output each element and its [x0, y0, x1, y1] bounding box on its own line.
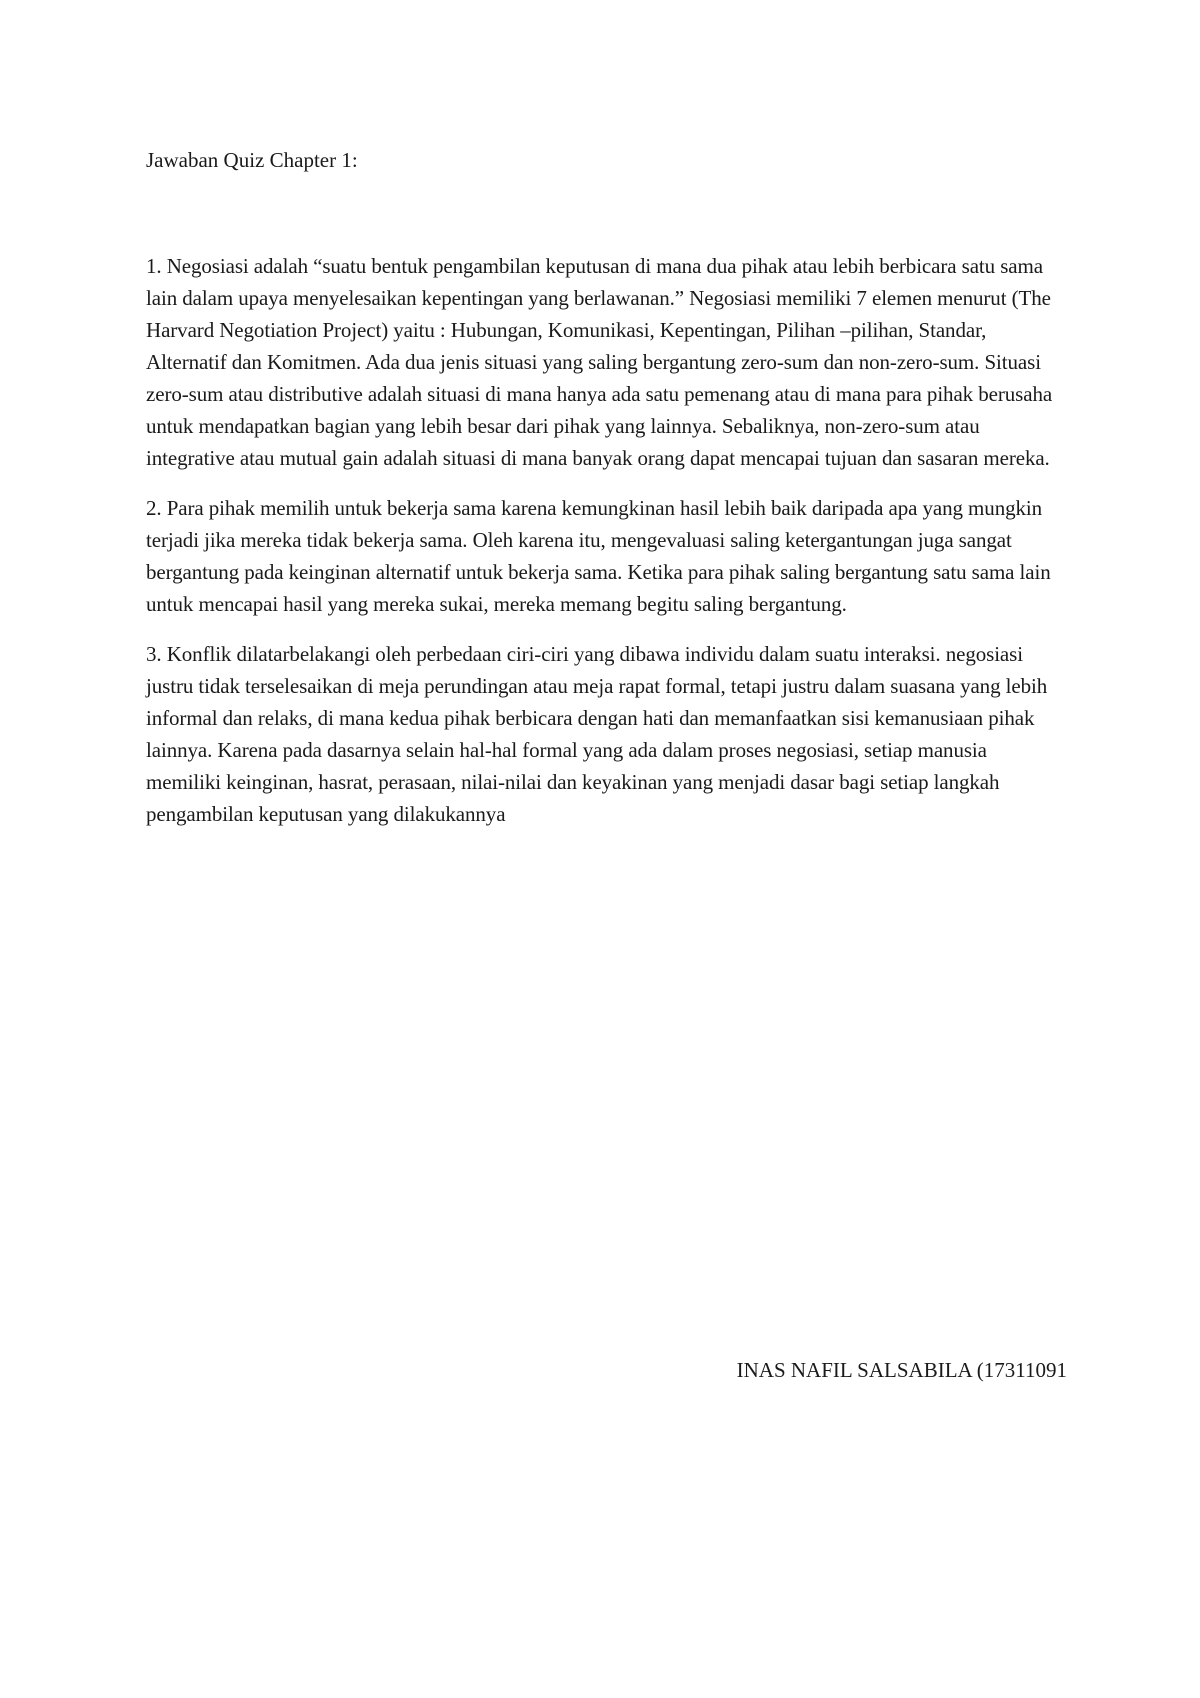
answer-paragraph-3: 3. Konflik dilatarbelakangi oleh perbedaan ciri-ciri yang dibawa individu dalam suatu interaksi. negosiasi justru tidak terselesaikan di meja perundingan atau meja rapat formal, tetapi justru dalam suasana yang lebih informal dan relaks, di mana kedua pihak berbicara dengan hati dan memanfaatkan sisi kemanusiaan pihak lainnya. Karena pada dasarnya selain hal-hal formal yang ada dalam proses negosiasi, setiap manusia memiliki keinginan, hasrat, perasaan, nilai-nilai dan keyakinan yang menjadi dasar bagi setiap langkah pengambilan keputusan yang dilakukannya [146, 642, 1048, 826]
answer-paragraph-1: 1. Negosiasi adalah “suatu bentuk pengambilan keputusan di mana dua pihak atau lebih berbicara satu sama lain dalam upaya menyelesaikan kepentingan yang berlawanan.” Negosiasi memiliki 7 elemen menurut (The Harvard Negotiation Project) yaitu : Hubungan, Komunikasi, Kepentingan, Pilihan –pilihan, Standar, Alternatif dan Komitmen. Ada dua jenis situasi yang saling bergantung zero-sum dan non-zero-sum. Situasi zero-sum atau distributive adalah situasi di mana hanya ada satu pemenang atau di mana para pihak berusaha untuk mendapatkan bagian yang lebih besar dari pihak yang lainnya. Sebaliknya, non-zero-sum atau integrative atau mutual gain adalah situasi di mana banyak orang dapat mencapai tujuan dan sasaran mereka. [146, 254, 1053, 470]
answer-list [146, 250, 1066, 848]
page-title: Jawaban Quiz Chapter 1: [146, 148, 358, 172]
author-signature: INAS NAFIL SALSABILA (17311091 [736, 1358, 1067, 1382]
answer-paragraph-2: 2. Para pihak memilih untuk bekerja sama karena kemungkinan hasil lebih baik daripada apa yang mungkin terjadi jika mereka tidak bekerja sama. Oleh karena itu, mengevaluasi saling ketergantungan juga sangat bergantung pada keinginan alternatif untuk bekerja sama. Ketika para pihak saling bergantung satu sama lain untuk mencapai hasil yang mereka sukai, mereka memang begitu saling bergantung. [146, 496, 1051, 616]
